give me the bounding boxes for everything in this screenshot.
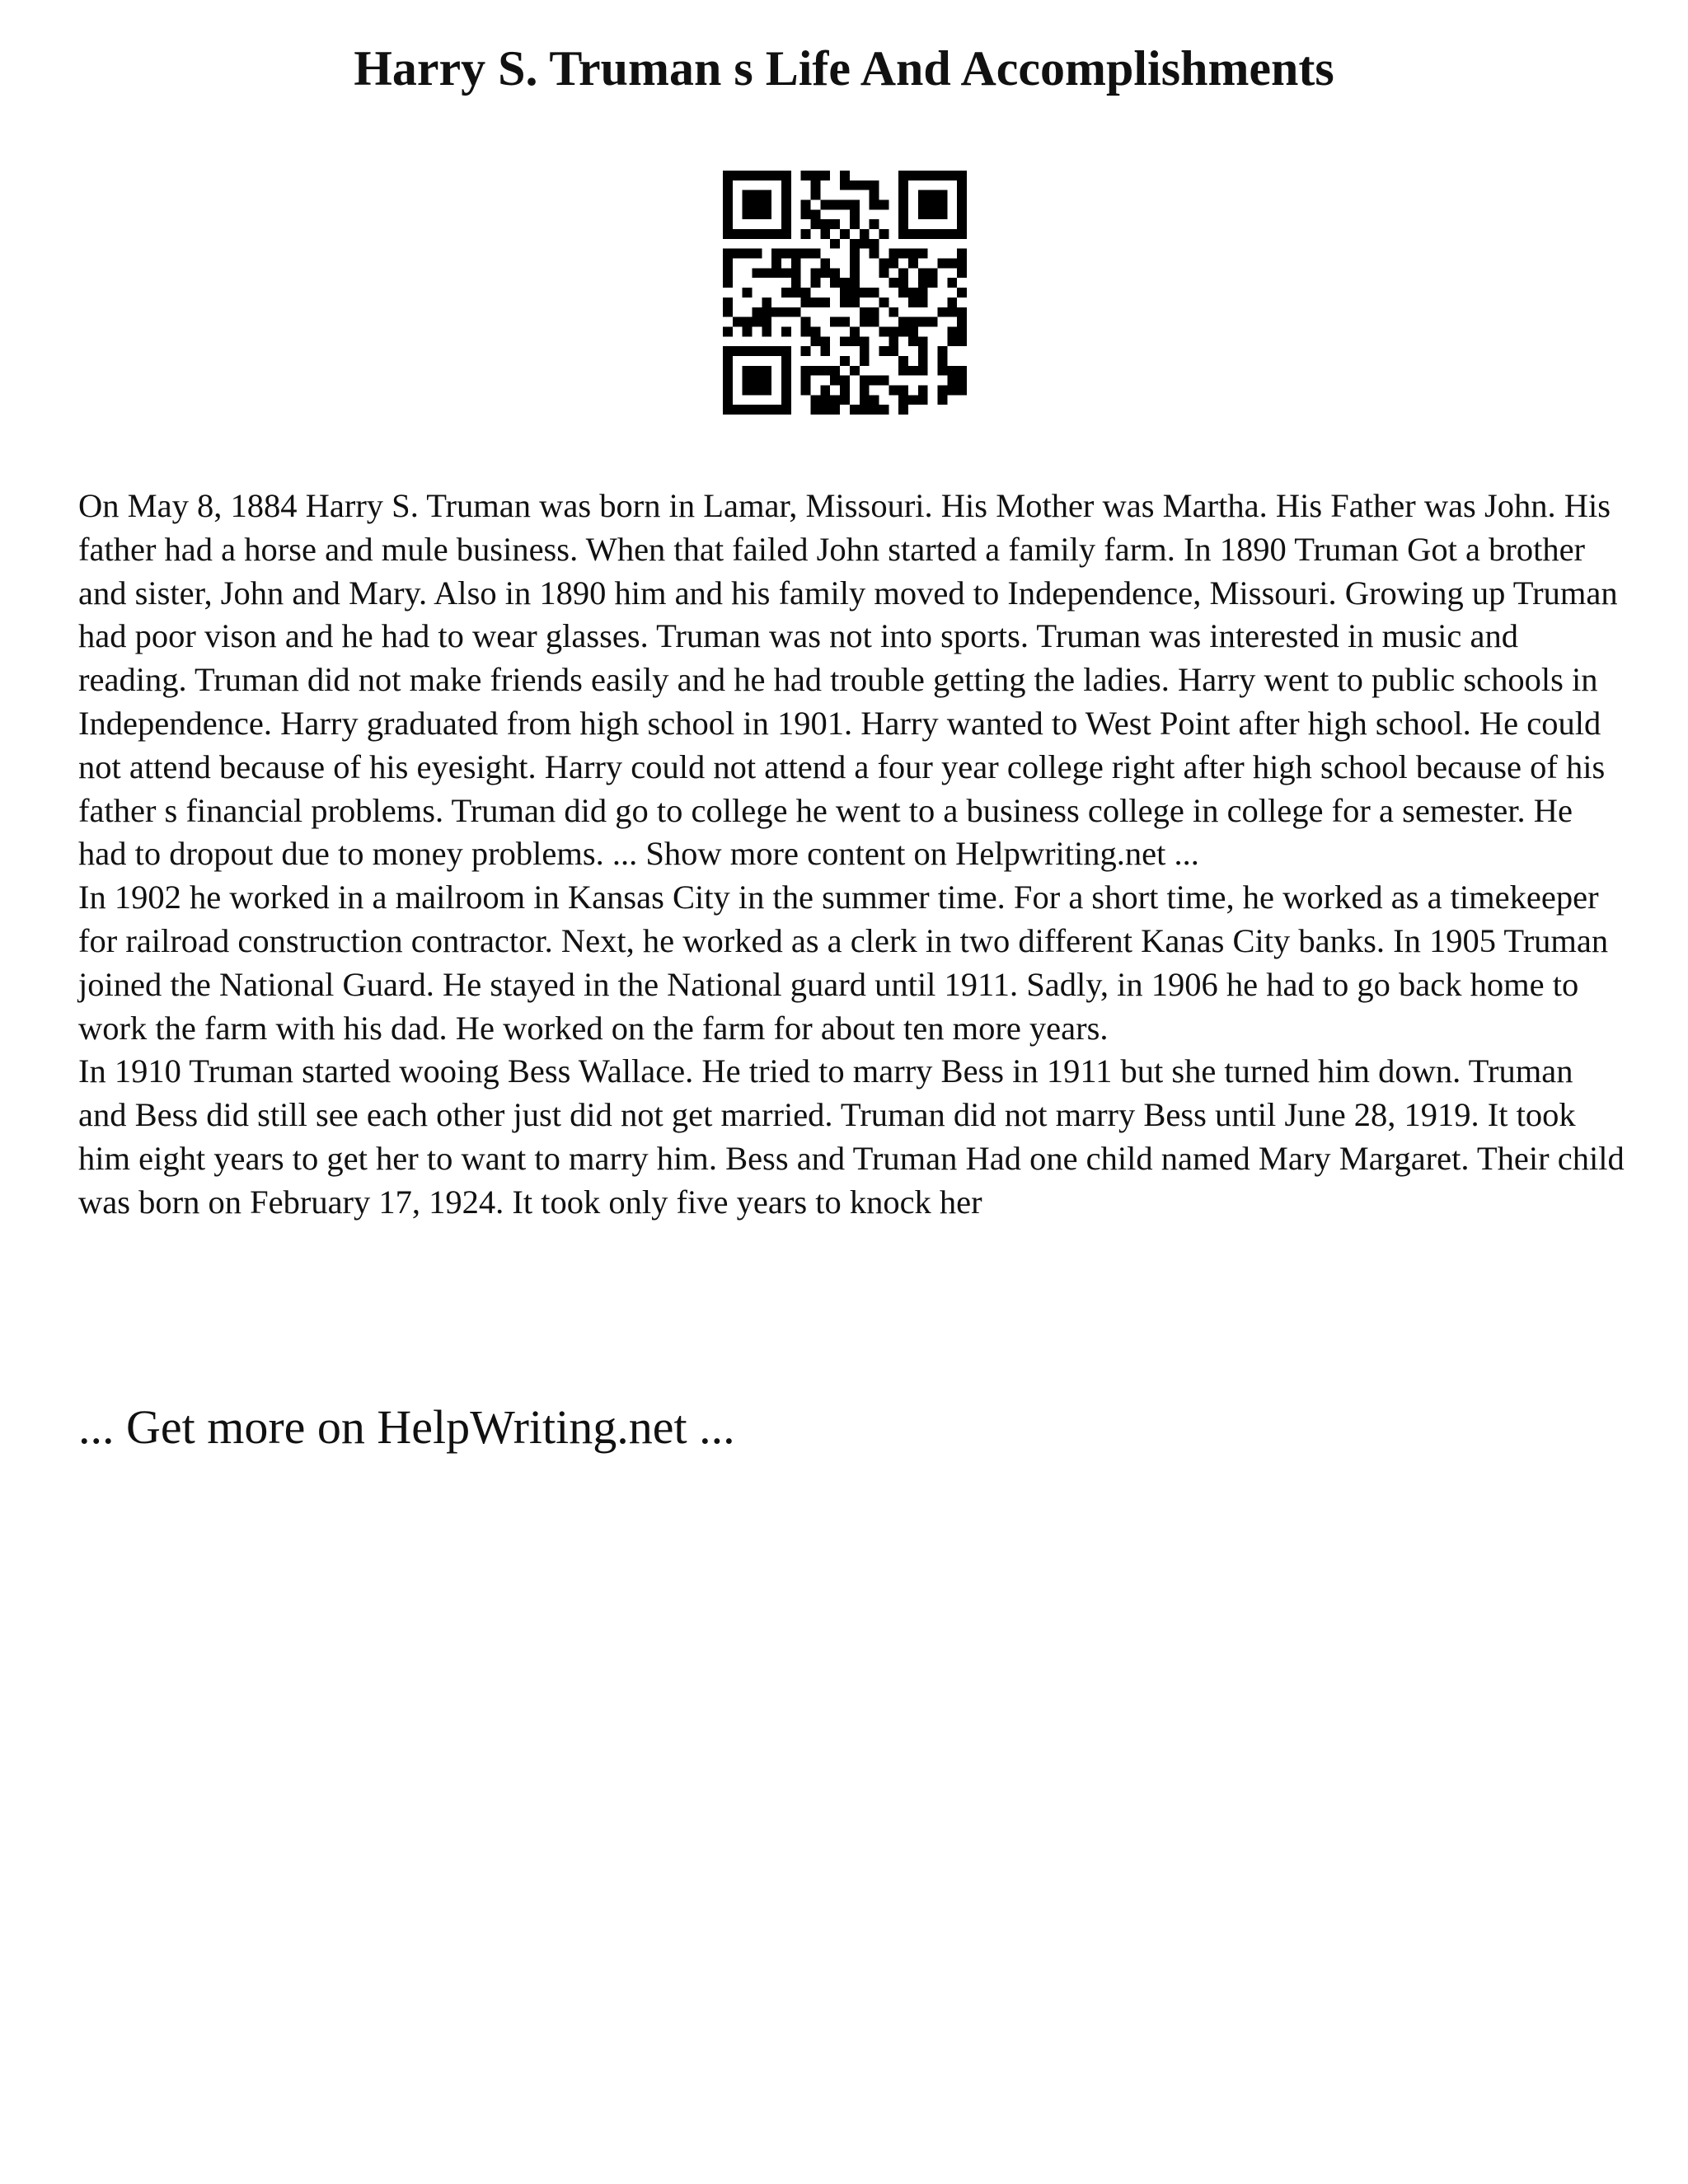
document-title: Harry S. Truman s Life And Accomplishments [354, 41, 1334, 96]
paragraph-1: On May 8, 1884 Harry S. Truman was born in Lamar, Missouri. His Mother was Martha. His Father was John. His father had a horse and mule business. When that failed John started a family farm. In 1890 Truman Got a brother and sister, John and Mary. Also in 1890 him and his family moved to Independence, Missouri. Growing up Truman had poor vison and he had to wear glasses. Truman was not into sports. Truman was interested in music and reading. Truman did not make friends easily and he had trouble getting the ladies. Harry went to public schools in Independence. Harry graduated from high school in 1901. Harry wanted to West Point after high school. He could not attend because of his eyesight. Harry could not attend a four year college right after high school because of his father s financial problems. Truman did go to college he went to a business college in college for a semester. He had to dropout due to money problems. ... Show more content on Helpwriting.net ... [78, 487, 1618, 873]
paragraph-3: In 1910 Truman started wooing Bess Wallace. He tried to marry Bess in 1911 but she turned him down. Truman and Bess did still see each other just did not get married. Truman did not marry Bess until June 28, 1919. It took him eight years to get her to want to marry him. Bess and Truman Had one child named Mary Margaret. Their child was born on February 17, 1924. It took only five years to knock her [78, 1052, 1625, 1221]
paragraph-2: In 1902 he worked in a mailroom in Kansas City in the summer time. For a short time, he worked as a timekeeper for railroad construction contractor. Next, he worked as a clerk in two different Kanas City banks. In 1905 Truman joined the National Guard. He stayed in the National guard until 1911. Sadly, in 1906 he had to go back home to work the farm with his dad. He worked on the farm for about ten more years. [78, 879, 1609, 1047]
article-body [78, 485, 1628, 1225]
qr-code-icon [723, 171, 967, 415]
get-more-link[interactable]: ... Get more on HelpWriting.net ... [78, 1400, 735, 1454]
